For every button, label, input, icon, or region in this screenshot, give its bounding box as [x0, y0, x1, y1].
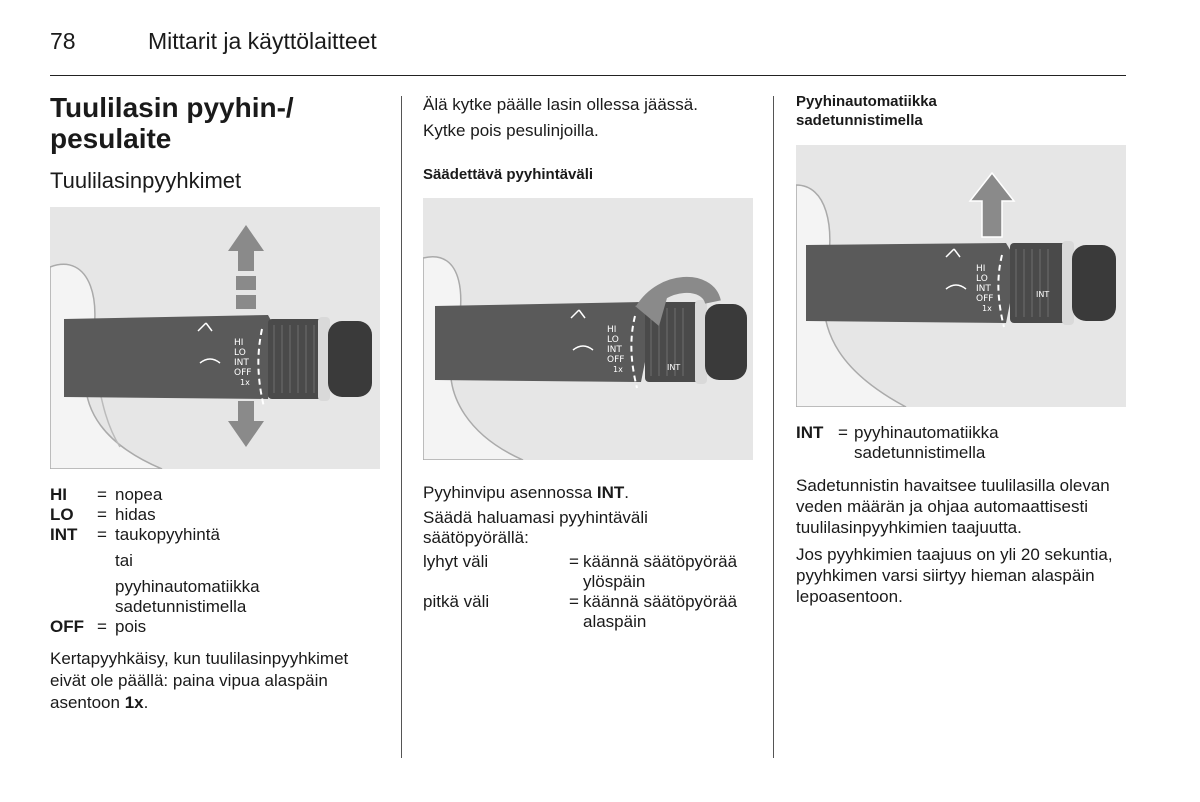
adjust-paragraph: Säädä haluamasi pyyhintäväli säätöpyörällä: [423, 508, 648, 547]
column-2 [423, 92, 753, 632]
svg-text:LO: LO [976, 274, 988, 284]
svg-text:INT: INT [976, 284, 991, 294]
paragraph-text: Pyyhinvipu asennossa [423, 483, 597, 502]
svg-text:INT: INT [667, 363, 681, 372]
interval-value: käännä säätöpyörää alaspäin [583, 592, 738, 631]
paragraph-end: . [624, 483, 630, 502]
definition-key: INT [50, 525, 78, 544]
sensor-paragraph-2: Jos pyyhkimien taajuus on yli 20 sekuntia, pyyhkimen varsi siirtyy hieman alaspäin lepoasentoon. [796, 545, 1113, 606]
page-number: 78 [50, 28, 76, 54]
page-title: Mittarit ja käyttölaitteet [148, 28, 377, 54]
interval-key: pitkä väli [423, 592, 490, 611]
paragraph-end: . [143, 693, 149, 712]
intro-line-2: Kytke pois pesulinjoilla. [423, 121, 599, 140]
definition-value: pois [115, 617, 147, 636]
int-paragraph [423, 482, 753, 504]
interval-value: käännä säätöpyörää ylöspäin [583, 552, 738, 591]
rain-sensor-heading: Pyyhinautomatiikka sadetunnistimella [796, 93, 937, 129]
svg-text:HI: HI [976, 264, 986, 274]
definition-value: pyyhinautomatiikka sadetunnistimella [854, 423, 999, 462]
definition-key: HI [50, 485, 67, 504]
svg-text:HI: HI [607, 325, 617, 335]
interval-eq: = [569, 592, 579, 611]
paragraph-text: Kertapyyhkäisy, kun tuulilasinpyyhkimet eivät ole päällä: paina vipua alaspäin asentoon [50, 649, 349, 712]
svg-text:OFF: OFF [607, 355, 625, 365]
definition-eq: = [97, 505, 107, 524]
definition-key: LO [50, 505, 74, 524]
header-divider [50, 75, 1126, 76]
interval-heading: Säädettävä pyyhintäväli [423, 166, 594, 183]
svg-text:LO: LO [234, 348, 246, 358]
svg-text:INT: INT [234, 358, 249, 368]
definition-eq: = [97, 617, 107, 636]
rain-sensor-figure [796, 145, 1126, 407]
interval-eq: = [569, 552, 579, 571]
single-wipe-paragraph [50, 648, 380, 714]
rain-sensor-definition [796, 423, 1126, 463]
wiper-mode-definitions [50, 485, 385, 637]
definition-eq: = [97, 525, 107, 544]
definition-or: tai [115, 551, 133, 570]
definition-value: nopea [115, 485, 163, 504]
svg-text:LO: LO [607, 335, 619, 345]
section-subheading: Tuulilasinpyyhkimet [50, 168, 242, 193]
svg-text:OFF: OFF [234, 368, 252, 378]
svg-text:OFF: OFF [976, 294, 994, 304]
svg-text:INT: INT [607, 345, 622, 355]
svg-text:1x: 1x [240, 378, 250, 387]
interval-key: lyhyt väli [423, 552, 489, 571]
column-divider-1 [401, 96, 402, 758]
definition-key: INT [796, 423, 824, 442]
paragraph-bold: INT [596, 483, 625, 502]
svg-text:1x: 1x [982, 304, 992, 313]
column-divider-2 [773, 96, 774, 758]
definition-value: hidas [115, 505, 156, 524]
sensor-paragraph-1: Sadetunnistin havaitsee tuulilasilla olevan veden määrän ja ohjaa automaattisesti tuulilasinpyyhkimien taajuutta. [796, 476, 1110, 537]
intro-line-1: Älä kytke päälle lasin ollessa jäässä. [423, 95, 698, 114]
definition-alt: pyyhinautomatiikka sadetunnistimella [115, 577, 260, 616]
wiper-stalk-figure [50, 207, 380, 469]
column-3 [796, 92, 1126, 607]
definition-key: OFF [50, 617, 84, 636]
interval-adjust-figure [423, 198, 753, 460]
interval-definitions [423, 552, 753, 632]
section-heading: Tuulilasin pyyhin-/ pesulaite [50, 92, 294, 154]
svg-text:1x: 1x [613, 365, 623, 374]
definition-eq: = [97, 485, 107, 504]
column-1 [50, 92, 385, 714]
definition-eq: = [838, 423, 848, 442]
svg-text:HI: HI [234, 338, 244, 348]
definition-value: taukopyyhintä [115, 525, 220, 544]
svg-text:INT: INT [1036, 290, 1050, 299]
paragraph-bold: 1x [124, 693, 144, 712]
